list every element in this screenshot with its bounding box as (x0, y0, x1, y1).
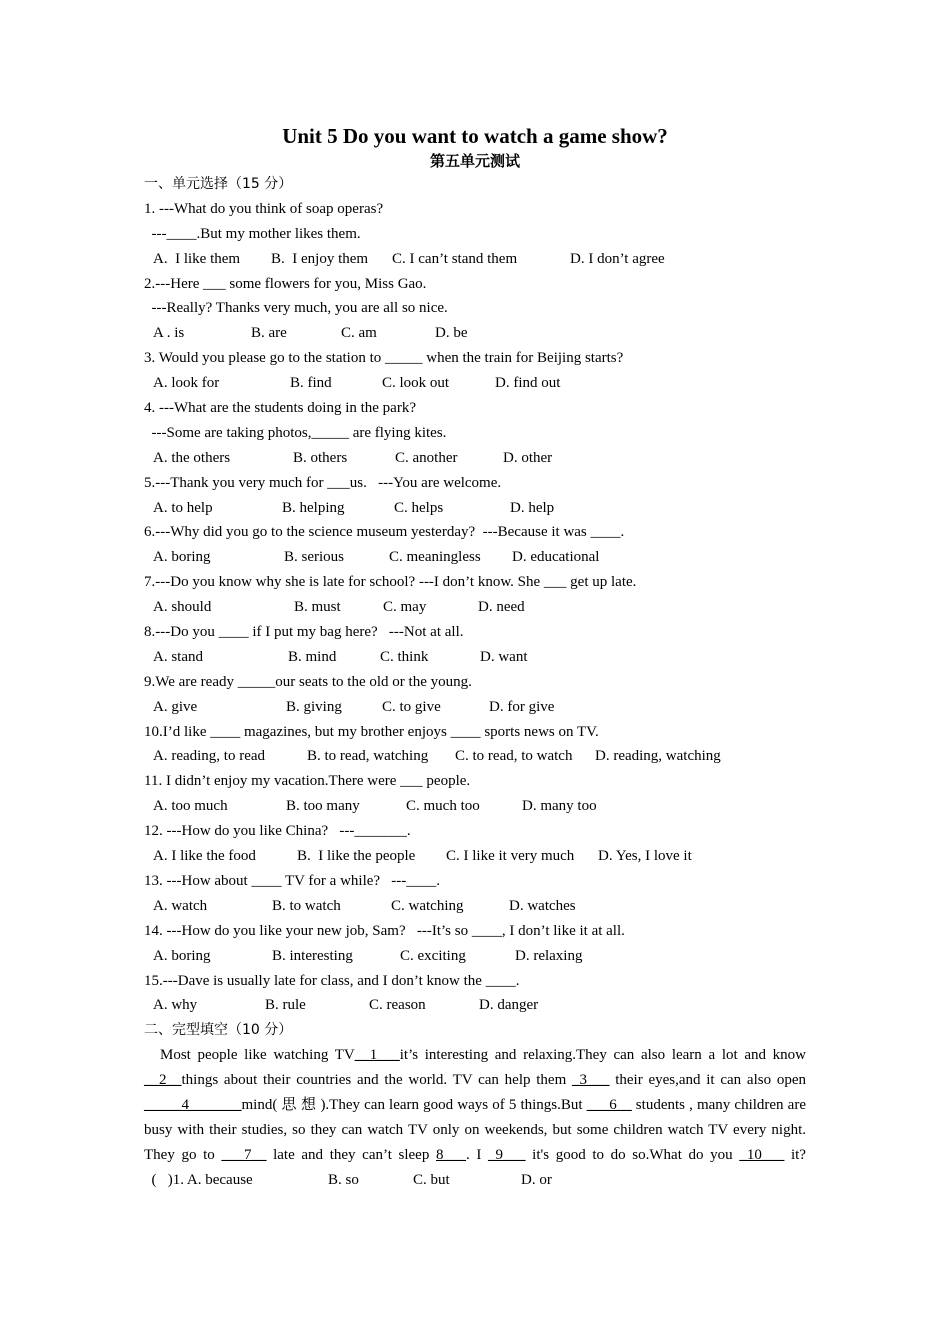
option-b: B. helping (282, 499, 345, 516)
option-a: A. I like the food (153, 848, 256, 865)
question-stem: 15.---Dave is usually late for class, and I don’t know the ____. (144, 972, 520, 989)
question-stem: 3. Would you please go to the station to _____ when the train for Beijing starts? (144, 350, 624, 367)
section-heading-cloze: 二、完型填空（10 分） (144, 1022, 293, 1039)
option-c: C. look out (382, 375, 450, 392)
option-b: B. too many (286, 798, 360, 815)
option-d: D. be (435, 325, 468, 342)
cloze-passage (144, 1043, 806, 1168)
question-list (144, 197, 806, 1018)
option-a: A . is (153, 325, 185, 342)
option-a: A. why (153, 997, 198, 1014)
question-stem: 14. ---How do you like your new job, Sam? ---It’s so ____, I don’t like it at all. (144, 922, 625, 939)
option-d: D. help (510, 499, 555, 516)
option-b: B. rule (265, 997, 306, 1014)
option-d: D. watches (509, 897, 576, 914)
option-a: A. reading, to read (153, 748, 266, 765)
option-d: D. other (503, 449, 553, 466)
passage-text: it’s interesting and relaxing.They can also learn a lot and know (399, 1047, 806, 1064)
option-d: D. danger (479, 997, 539, 1014)
cloze-blank: 8___ (435, 1146, 466, 1163)
option-c: C. watching (391, 897, 464, 914)
option-d: D. want (480, 648, 528, 665)
option-d: D. need (478, 599, 525, 616)
passage-text: late and they can’t sleep (266, 1146, 436, 1163)
question-response: ---Some are taking photos,_____ are flying kites. (144, 424, 447, 441)
question-options (144, 844, 806, 869)
option-d: D. Yes, I love it (598, 848, 692, 865)
question-options (144, 247, 806, 272)
question-stem: 1. ---What do you think of soap operas? (144, 200, 384, 217)
question-options (144, 321, 806, 346)
cloze-blank: _10___ (739, 1146, 785, 1163)
option-d: D. for give (489, 698, 555, 715)
option-c: C. may (383, 599, 427, 616)
option-d: D. I don’t agree (570, 250, 665, 267)
option-b: B. giving (286, 698, 342, 715)
option-c: C. much too (406, 798, 480, 815)
cloze-blank: __1___ (354, 1047, 400, 1064)
question-stem: 12. ---How do you like China? ---_______. (144, 823, 411, 840)
option-a: A. boring (153, 549, 211, 566)
cloze-option-d: D. or (521, 1171, 552, 1188)
option-d: D. educational (512, 549, 600, 566)
question-options (144, 993, 806, 1018)
cloze-option-a: ( )1. A. because (144, 1171, 253, 1188)
option-c: C. reason (369, 997, 426, 1014)
option-c: C. to read, to watch (455, 748, 573, 765)
page-title: Unit 5 Do you want to watch a game show? (282, 124, 668, 148)
question-stem: 7.---Do you know why she is late for school? ---I don’t know. She ___ get up late. (144, 574, 637, 591)
option-b: B. to read, watching (307, 748, 429, 765)
question-options (144, 595, 806, 620)
option-b: B. are (251, 325, 287, 342)
option-a: A. stand (153, 648, 203, 665)
passage-text: students , many children are busy with their studies, so they can watch TV only on weekends, but some children watch TV every night. They go to (144, 1096, 806, 1163)
question-stem: 4. ---What are the students doing in the park? (144, 400, 416, 417)
passage-text: it? (784, 1146, 806, 1163)
question-options (144, 894, 806, 919)
option-c: C. I like it very much (446, 848, 575, 865)
cloze-question (144, 1168, 806, 1193)
option-b: B. interesting (272, 947, 353, 964)
passage-text: things about their countries and the world. TV can help them (181, 1072, 572, 1089)
option-c: C. am (341, 325, 377, 342)
passage-text: Most people like watching TV (160, 1047, 355, 1064)
option-a: A. look for (153, 375, 220, 392)
option-a: A. too much (153, 798, 228, 815)
question-stem: 5.---Thank you very much for ___us. ---You are welcome. (144, 474, 502, 491)
question-options (144, 645, 806, 670)
question-options (144, 371, 806, 396)
cloze-blank: __2__ (144, 1072, 182, 1089)
option-c: C. helps (394, 499, 444, 516)
question-options (144, 744, 806, 769)
passage-text: . I (465, 1146, 489, 1163)
option-d: D. relaxing (515, 947, 583, 964)
cloze-blank: _9___ (488, 1146, 526, 1163)
question-stem: 13. ---How about ____ TV for a while? ---____. (144, 872, 441, 889)
passage-text: their eyes,and it can also open (609, 1072, 806, 1089)
option-c: C. think (380, 648, 429, 665)
section-heading-choice: 一、单元选择（15 分） (144, 176, 293, 192)
cloze-blank: _3___ (571, 1072, 610, 1089)
option-a: A. watch (153, 897, 208, 914)
option-b: B. others (293, 449, 348, 466)
option-b: B. I enjoy them (271, 250, 369, 267)
question-options (144, 944, 806, 969)
question-options (144, 545, 806, 570)
option-b: B. I like the people (297, 848, 416, 865)
question-stem: 2.---Here ___ some flowers for you, Miss Gao. (144, 275, 427, 292)
question-stem: 9.We are ready _____our seats to the old or the young. (144, 673, 472, 690)
question-stem: 6.---Why did you go to the science museum yesterday? ---Because it was ____. (144, 524, 625, 541)
question-response: ---____.But my mother likes them. (144, 225, 361, 242)
option-d: D. many too (522, 798, 597, 815)
option-d: D. find out (495, 375, 561, 392)
question-stem: 11. I didn’t enjoy my vacation.There were ___ people. (144, 773, 471, 790)
option-b: B. find (290, 375, 332, 392)
question-stem: 8.---Do you ____ if I put my bag here? ---Not at all. (144, 624, 464, 641)
question-options (144, 446, 806, 471)
option-c: C. I can’t stand them (392, 250, 518, 267)
question-options (144, 496, 806, 521)
option-a: A. give (153, 698, 198, 715)
option-c: C. meaningless (389, 549, 481, 566)
option-a: A. boring (153, 947, 211, 964)
cloze-option-c: C. but (413, 1171, 450, 1188)
option-a: A. should (153, 599, 212, 616)
cloze-option-b: B. so (328, 1171, 359, 1188)
option-c: C. to give (382, 698, 441, 715)
cloze-blank: ___7__ (221, 1146, 267, 1163)
option-b: B. to watch (272, 897, 341, 914)
option-d: D. reading, watching (595, 748, 721, 765)
passage-text: it's good to do so.What do you (525, 1146, 740, 1163)
option-a: A. the others (153, 449, 231, 466)
option-b: B. must (294, 599, 341, 616)
question-response: ---Really? Thanks very much, you are all so nice. (144, 300, 448, 317)
document-page (144, 122, 806, 1193)
option-c: C. another (395, 449, 458, 466)
question-stem: 10.I’d like ____ magazines, but my brother enjoys ____ sports news on TV. (144, 723, 599, 740)
option-b: B. mind (288, 648, 337, 665)
cloze-blank: ___6__ (586, 1096, 632, 1113)
option-a: A. I like them (153, 250, 241, 267)
cloze-blank: _____4_______ (144, 1096, 242, 1113)
question-options (144, 794, 806, 819)
passage-text: mind( 思 想 ).They can learn good ways of 5 things.But (241, 1096, 587, 1113)
option-a: A. to help (153, 499, 213, 516)
option-c: C. exciting (400, 947, 466, 964)
question-options (144, 695, 806, 720)
page-subtitle: 第五单元测试 (429, 152, 520, 170)
option-b: B. serious (284, 549, 344, 566)
